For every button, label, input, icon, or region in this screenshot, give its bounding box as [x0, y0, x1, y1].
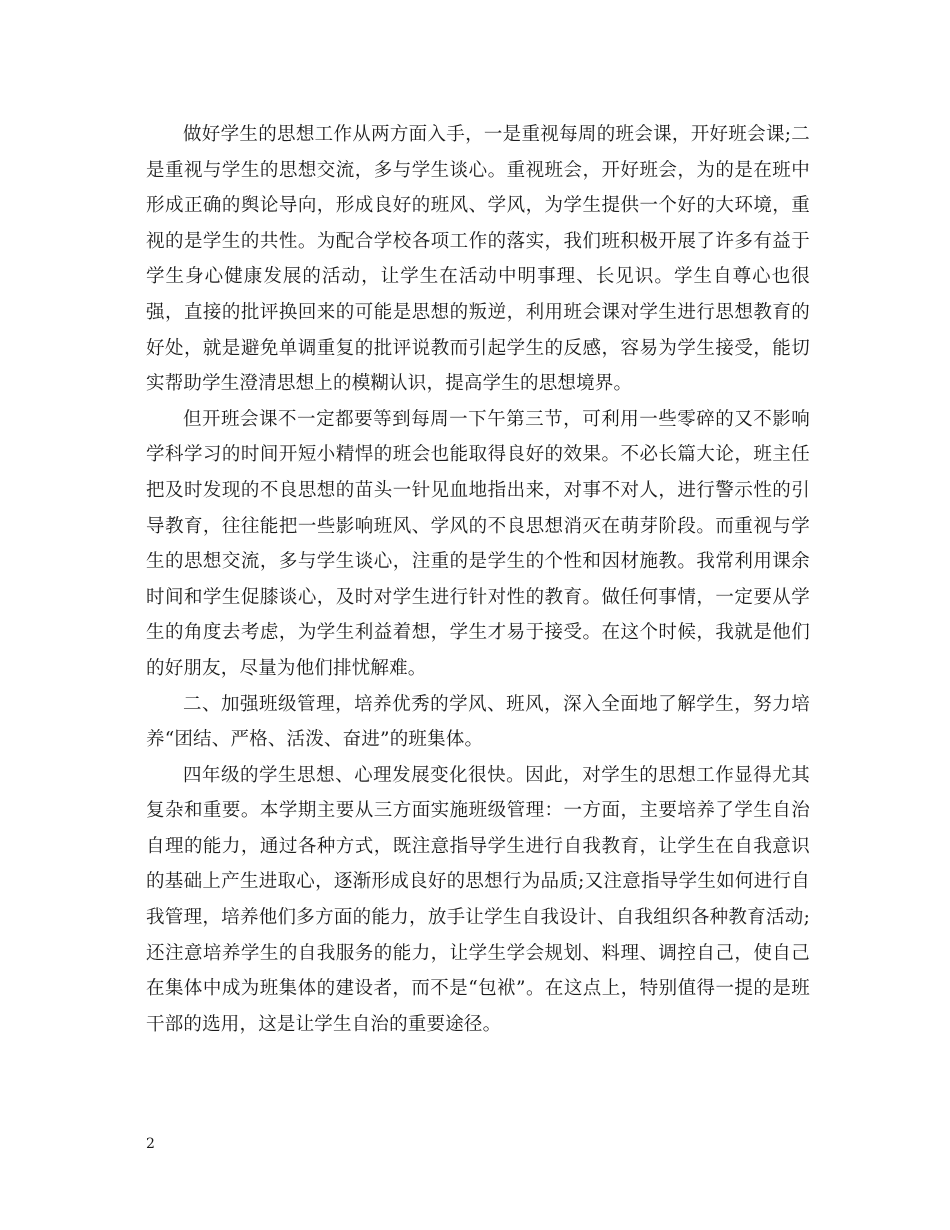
paragraph-1: 做好学生的思想工作从两方面入手，一是重视每周的班会课，开好班会课;二是重视与学生的思想交流，多与学生谈心。重视班会，开好班会，为的是在班中形成正确的舆论导向，形成良好的班风、学风，为学生提供一个好的大环境，重视的是学生的共性。为配合学校各项工作的落实，我们班积极开展了许多有益于学生身心健康发展的活动，让学生在活动中明事理、长见识。学生自尊心也很强，直接的批评换回来的可能是思想的叛逆，利用班会课对学生进行思想教育的好处，就是避免单调重复的批评说教而引起学生的反感，容易为学生接受，能切实帮助学生澄清思想上的模糊认识，提高学生的思想境界。 — [146, 124, 810, 395]
paragraph-2: 但开班会课不一定都要等到每周一下午第三节，可利用一些零碎的又不影响学科学习的时间开短小精悍的班会也能取得良好的效果。不必长篇大论，班主任把及时发现的不良思想的苗头一针见血地指出来，对事不对人，进行警示性的引导教育，往往能把一些影响班风、学风的不良思想消灭在萌芽阶段。而重视与学生的思想交流，多与学生谈心，注重的是学生的个性和因材施教。我常利用课余时间和学生促膝谈心，及时对学生进行针对性的教育。做任何事情，一定要从学生的角度去考虑，为学生利益着想，学生才易于接受。在这个时候，我就是他们的好朋友，尽量为他们排忧解难。 — [146, 408, 810, 679]
document-body — [146, 117, 810, 1042]
page-number: 2 — [146, 1136, 155, 1152]
paragraph-3: 二、加强班级管理，培养优秀的学风、班风，深入全面地了解学生，努力培养“团结、严格、活泼、奋进”的班集体。 — [146, 693, 810, 751]
paragraph-4: 四年级的学生思想、心理发展变化很快。因此，对学生的思想工作显得尤其复杂和重要。本学期主要从三方面实施班级管理：一方面，主要培养了学生自治自理的能力，通过各种方式，既注意指导学生进行自我教育，让学生在自我意识的基础上产生进取心，逐渐形成良好的思想行为品质;又注意指导学生如何进行自我管理，培养他们多方面的能力，放手让学生自我设计、自我组织各种教育活动;还注意培养学生的自我服务的能力，让学生学会规划、料理、调控自己，使自己在集体中成为班集体的建设者，而不是“包袱”。在这点上，特别值得一提的是班干部的选用，这是让学生自治的重要途径。 — [146, 764, 810, 1035]
